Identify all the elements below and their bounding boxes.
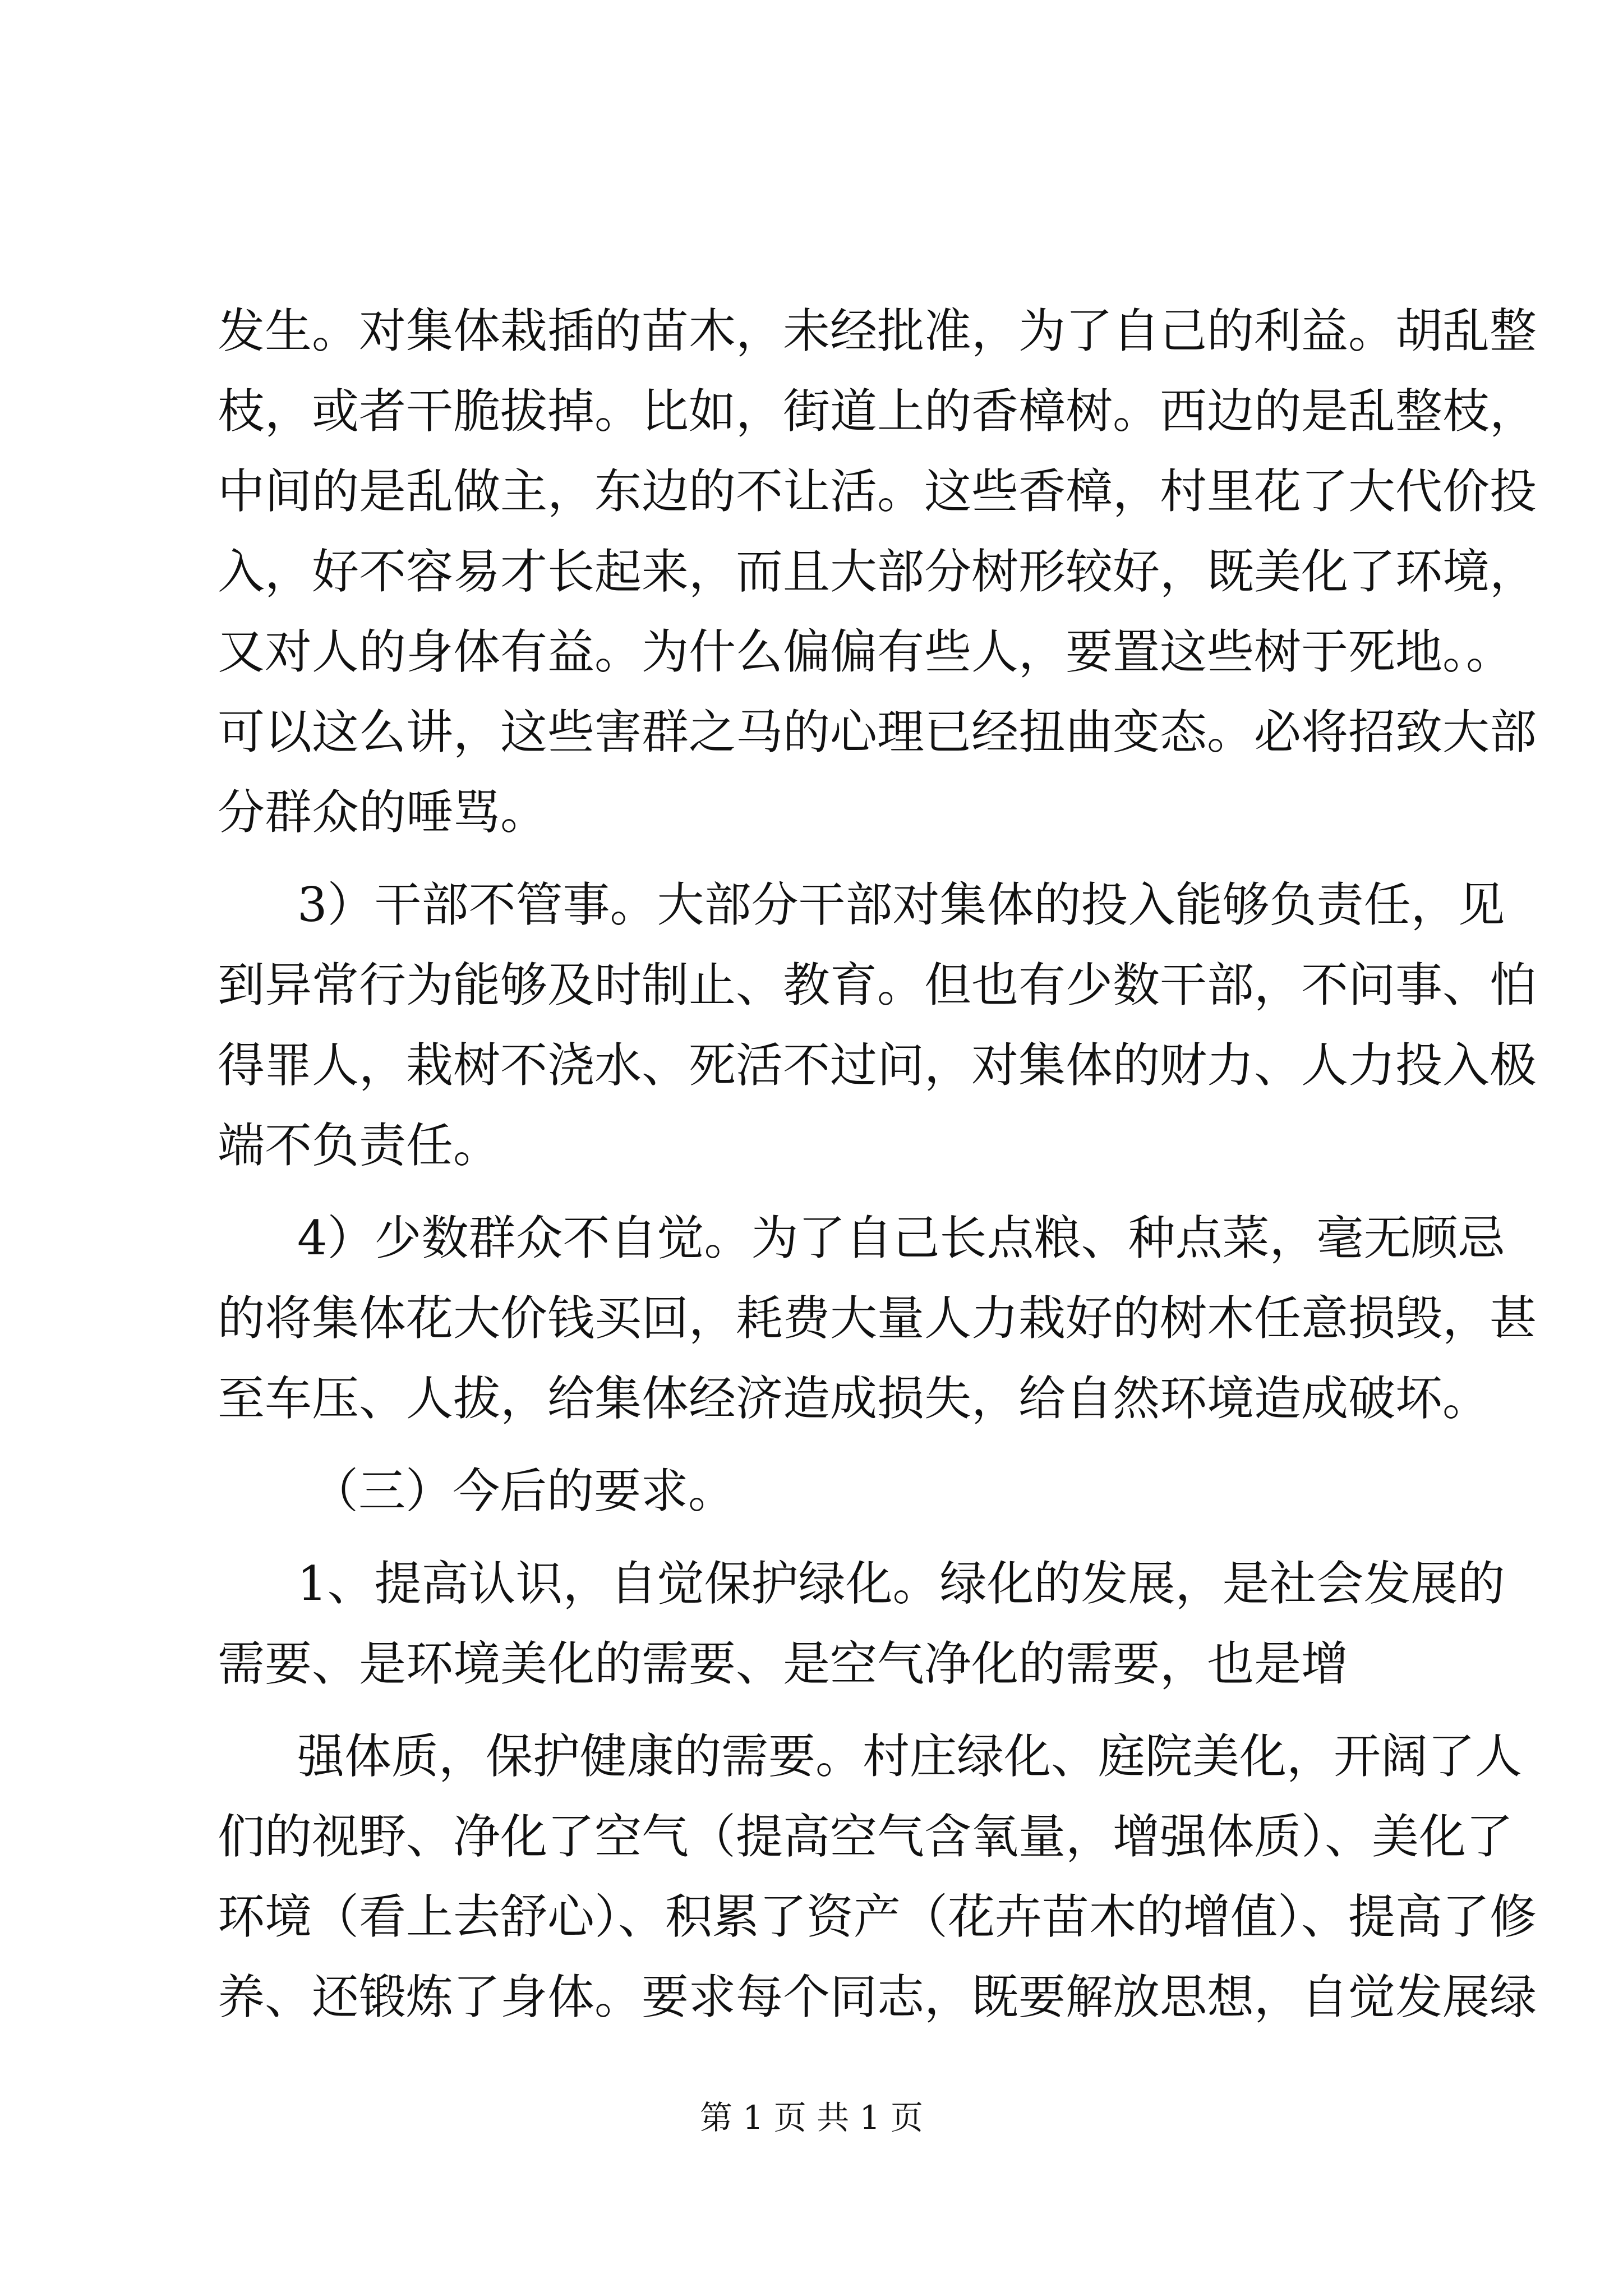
text-line: 需要、是环境美化的需要、是空气净化的需要，也是增 <box>218 1636 1349 1691</box>
text-line: 到异常行为能够及时制止、教育。但也有少数干部，不问事、怕 <box>218 958 1537 1013</box>
paragraph-start-line: 3）干部不管事。大部分干部对集体的投入能够负责任，见 <box>297 877 1505 932</box>
text-line: 得罪人，栽树不浇水、死活不过问，对集体的财力、人力投入极 <box>218 1038 1537 1093</box>
text-line: 入，好不容易才长起来，而且大部分树形较好，既美化了环境， <box>218 544 1537 599</box>
section-heading: （三）今后的要求。 <box>311 1464 736 1519</box>
paragraph-start-line: 4）少数群众不自觉。为了自己长点粮、种点菜，毫无顾忌 <box>297 1211 1505 1266</box>
paragraph-start-line: 1、提高认识，自觉保护绿化。绿化的发展，是社会发展的 <box>297 1556 1505 1611</box>
text-line: 枝，或者干脆拔掉。比如，街道上的香樟树。西边的是乱整枝， <box>218 384 1537 439</box>
text-line: 分群众的唾骂。 <box>218 785 548 840</box>
text-line: 的将集体花大价钱买回，耗费大量人力栽好的树木任意损毁，甚 <box>218 1291 1537 1346</box>
text-line: 养、还锻炼了身体。要求每个同志，既要解放思想，自觉发展绿 <box>218 1970 1537 2024</box>
text-line: 环境（看上去舒心）、积累了资产（花卉苗木的增值）、提高了修 <box>218 1889 1537 1944</box>
text-line: 们的视野、净化了空气（提高空气含氧量，增强体质）、美化了 <box>218 1809 1514 1864</box>
text-line: 端不负责任。 <box>218 1118 501 1173</box>
page-footer: 第 1 页 共 1 页 <box>700 2099 923 2137</box>
text-line: 发生。对集体栽插的苗木，未经批准，为了自己的利益。胡乱整 <box>218 303 1537 358</box>
text-line: 至车压、人拔，给集体经济造成损失，给自然环境造成破坏。 <box>218 1371 1490 1426</box>
text-line: 又对人的身体有益。为什么偏偏有些人，要置这些树于死地。。 <box>218 624 1514 679</box>
paragraph-start-line: 强体质，保护健康的需要。村庄绿化、庭院美化，开阔了人 <box>297 1729 1523 1784</box>
text-line: 可以这么讲，这些害群之马的心理已经扭曲变态。必将招致大部 <box>218 705 1537 760</box>
text-line: 中间的是乱做主，东边的不让活。这些香樟，村里花了大代价投 <box>218 464 1537 519</box>
